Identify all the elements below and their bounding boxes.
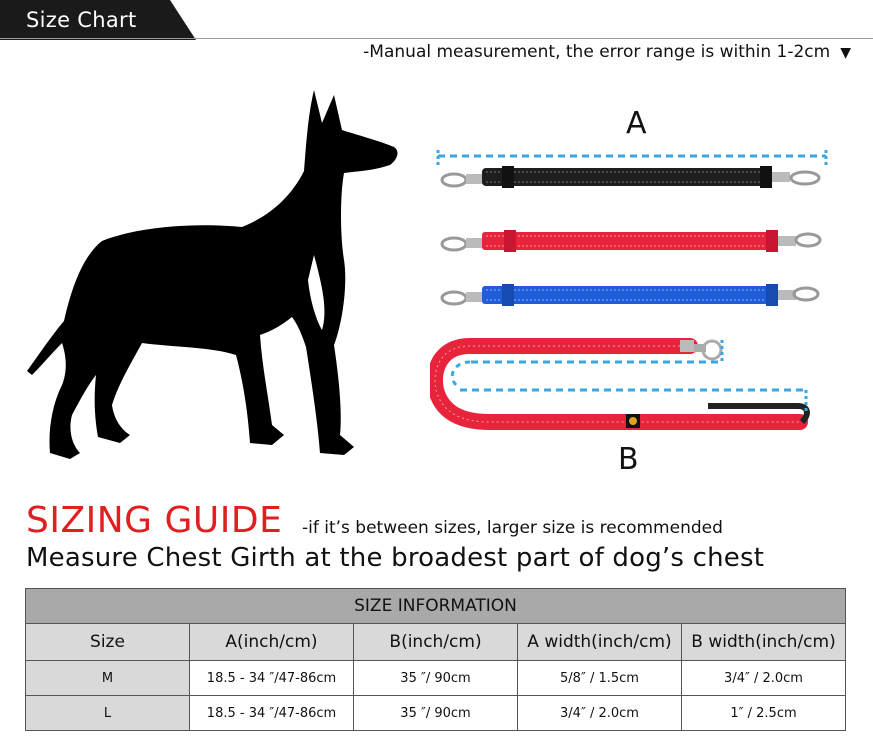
dimension-a-guide — [438, 150, 826, 166]
a-width-cell: 5/8″ / 1.5cm — [518, 661, 682, 696]
measure-instruction: Measure Chest Girth at the broadest part of dog’s chest — [26, 543, 765, 573]
label-b: B — [618, 442, 639, 477]
table-caption: SIZE INFORMATION — [26, 589, 846, 624]
table-row-l — [26, 696, 846, 731]
size-cell: M — [26, 661, 190, 696]
size-information-table — [25, 588, 845, 731]
column-header-a-width: A width(inch/cm) — [518, 624, 682, 661]
a-length-cell: 18.5 - 34 ″/47-86cm — [190, 696, 354, 731]
size-chart-title: Size Chart — [26, 8, 137, 32]
b-width-cell: 1″ / 2.5cm — [682, 696, 846, 731]
red-short-leash — [442, 230, 820, 252]
red-long-leash — [435, 340, 807, 428]
column-header-a: A(inch/cm) — [190, 624, 354, 661]
table-row-m — [26, 661, 846, 696]
label-a: A — [626, 106, 647, 141]
size-chart-tag — [0, 0, 190, 40]
size-cell: L — [26, 696, 190, 731]
column-header-b: B(inch/cm) — [354, 624, 518, 661]
measurement-note — [363, 42, 851, 62]
b-length-cell: 35 ″/ 90cm — [354, 696, 518, 731]
black-short-leash — [442, 166, 819, 188]
triangle-down-icon: ▼ — [840, 45, 851, 61]
measurement-note-text: -Manual measurement, the error range is within 1-2cm — [363, 42, 831, 62]
a-width-cell: 3/4″ / 2.0cm — [518, 696, 682, 731]
leash-illustration — [430, 140, 830, 445]
b-width-cell: 3/4″ / 2.0cm — [682, 661, 846, 696]
dog-silhouette-image — [22, 85, 402, 480]
header-rule — [0, 38, 873, 39]
blue-short-leash — [442, 284, 818, 306]
sizing-guide-subtitle: -if it’s between sizes, larger size is recommended — [302, 518, 723, 538]
column-header-size: Size — [26, 624, 190, 661]
sizing-guide-title: SIZING GUIDE — [26, 500, 283, 541]
column-header-b-width: B width(inch/cm) — [682, 624, 846, 661]
a-length-cell: 18.5 - 34 ″/47-86cm — [190, 661, 354, 696]
b-length-cell: 35 ″/ 90cm — [354, 661, 518, 696]
